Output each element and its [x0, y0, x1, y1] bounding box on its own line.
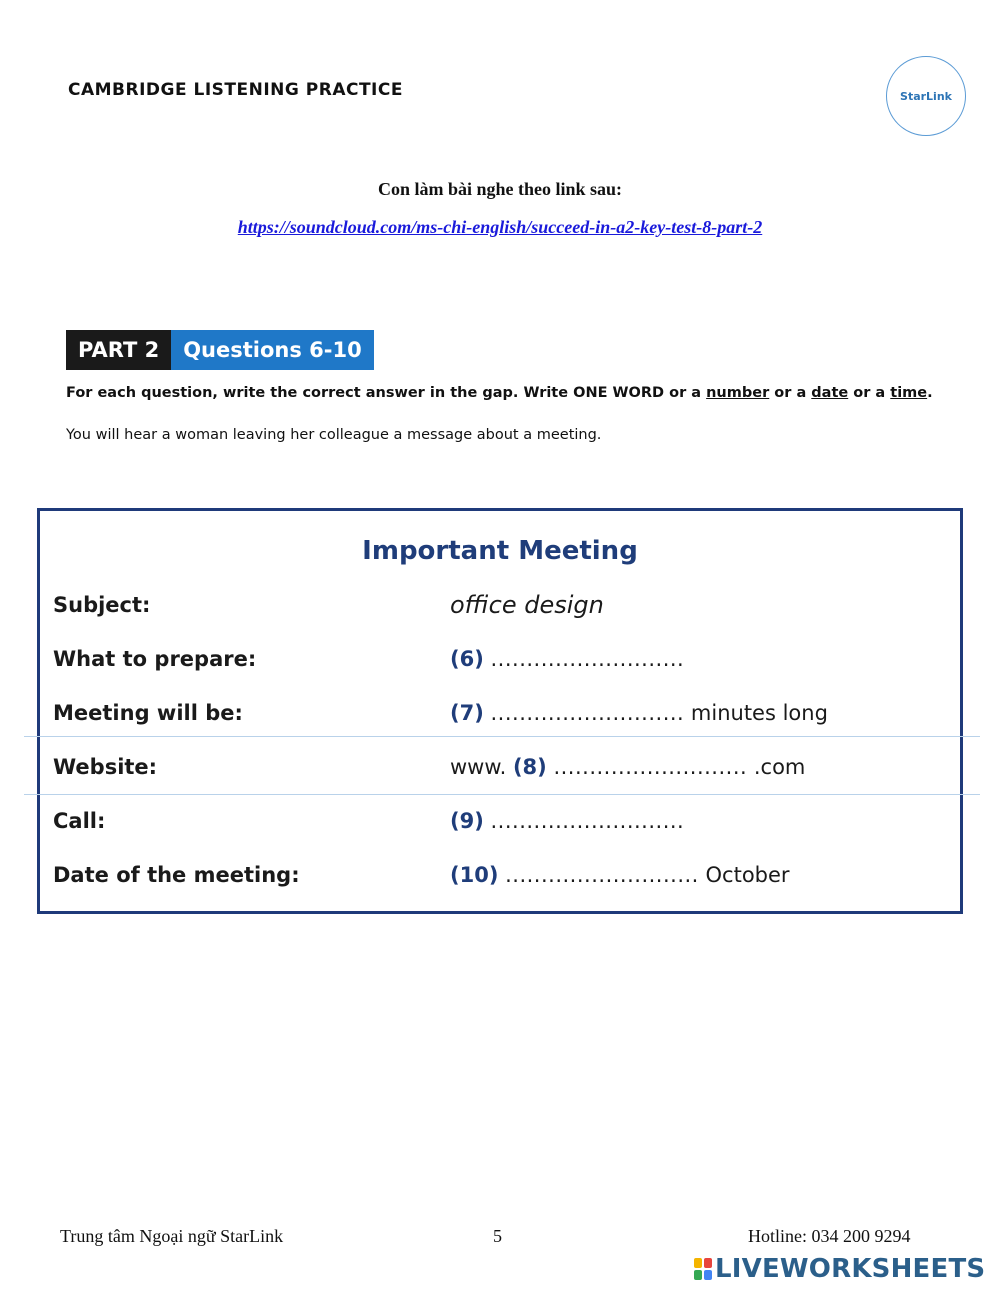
row-label-meeting-length: Meeting will be: — [53, 701, 243, 725]
rubric-time: time — [890, 385, 928, 401]
question-number-10: (10) — [450, 863, 499, 887]
footer-center-name: Trung tâm Ngoại ngữ StarLink — [60, 1226, 284, 1246]
task-context: You will hear a woman leaving her colleague a message about a meeting. — [66, 427, 602, 443]
page-header-title: CAMBRIDGE LISTENING PRACTICE — [68, 80, 403, 100]
row-label-website: Website: — [53, 755, 158, 779]
subject-value: office design — [450, 591, 604, 619]
row-label-prepare: What to prepare: — [53, 647, 257, 671]
prefix-www: www. — [450, 755, 513, 779]
question-9-row — [450, 809, 684, 833]
suffix-com: .com — [747, 755, 806, 779]
part-label: PART 2 — [66, 330, 171, 370]
row-label-subject: Subject: — [53, 593, 151, 617]
question-10-row — [450, 863, 790, 887]
liveworksheets-brand — [694, 1254, 985, 1284]
question-number-6: (6) — [450, 647, 484, 671]
rubric-date: date — [811, 385, 849, 401]
questions-range: Questions 6-10 — [171, 330, 374, 370]
task-rubric: For each question, write the correct answer in the gap. Write ONE WORD or a number or a date or a time. — [66, 385, 933, 401]
footer-hotline: Hotline: 034 200 9294 — [748, 1226, 911, 1246]
scan-line — [24, 736, 980, 737]
starlink-logo — [886, 56, 966, 136]
logo-text: StarLink — [900, 89, 952, 103]
question-number-9: (9) — [450, 809, 484, 833]
part-header — [66, 330, 374, 370]
suffix-october: October — [698, 863, 790, 887]
question-8-row — [450, 755, 805, 779]
scan-line — [24, 794, 980, 795]
question-6-row — [450, 647, 684, 671]
answer-gap-8[interactable]: ........................... — [553, 755, 748, 779]
rubric-number: number — [706, 385, 770, 401]
brand-text: LIVEWORKSHEETS — [715, 1254, 986, 1284]
notes-title: Important Meeting — [362, 536, 638, 566]
meeting-notes-box — [37, 508, 963, 914]
suffix-minutes-long: minutes long — [684, 701, 828, 725]
row-label-date: Date of the meeting: — [53, 863, 300, 887]
liveworksheets-logo-icon — [694, 1258, 712, 1280]
soundcloud-link[interactable]: https://soundcloud.com/ms-chi-english/succeed-in-a2-key-test-8-part-2 — [237, 217, 763, 237]
page-number: 5 — [493, 1226, 502, 1246]
listening-instruction: Con làm bài nghe theo link sau: — [377, 179, 623, 199]
row-label-call: Call: — [53, 809, 106, 833]
question-number-7: (7) — [450, 701, 484, 725]
question-7-row — [450, 701, 828, 725]
answer-gap-7[interactable]: ........................... — [490, 701, 685, 725]
answer-gap-9[interactable]: ........................... — [490, 809, 685, 833]
answer-gap-6[interactable]: ........................... — [490, 647, 685, 671]
question-number-8: (8) — [512, 755, 547, 779]
answer-gap-10[interactable]: ........................... — [505, 863, 699, 887]
